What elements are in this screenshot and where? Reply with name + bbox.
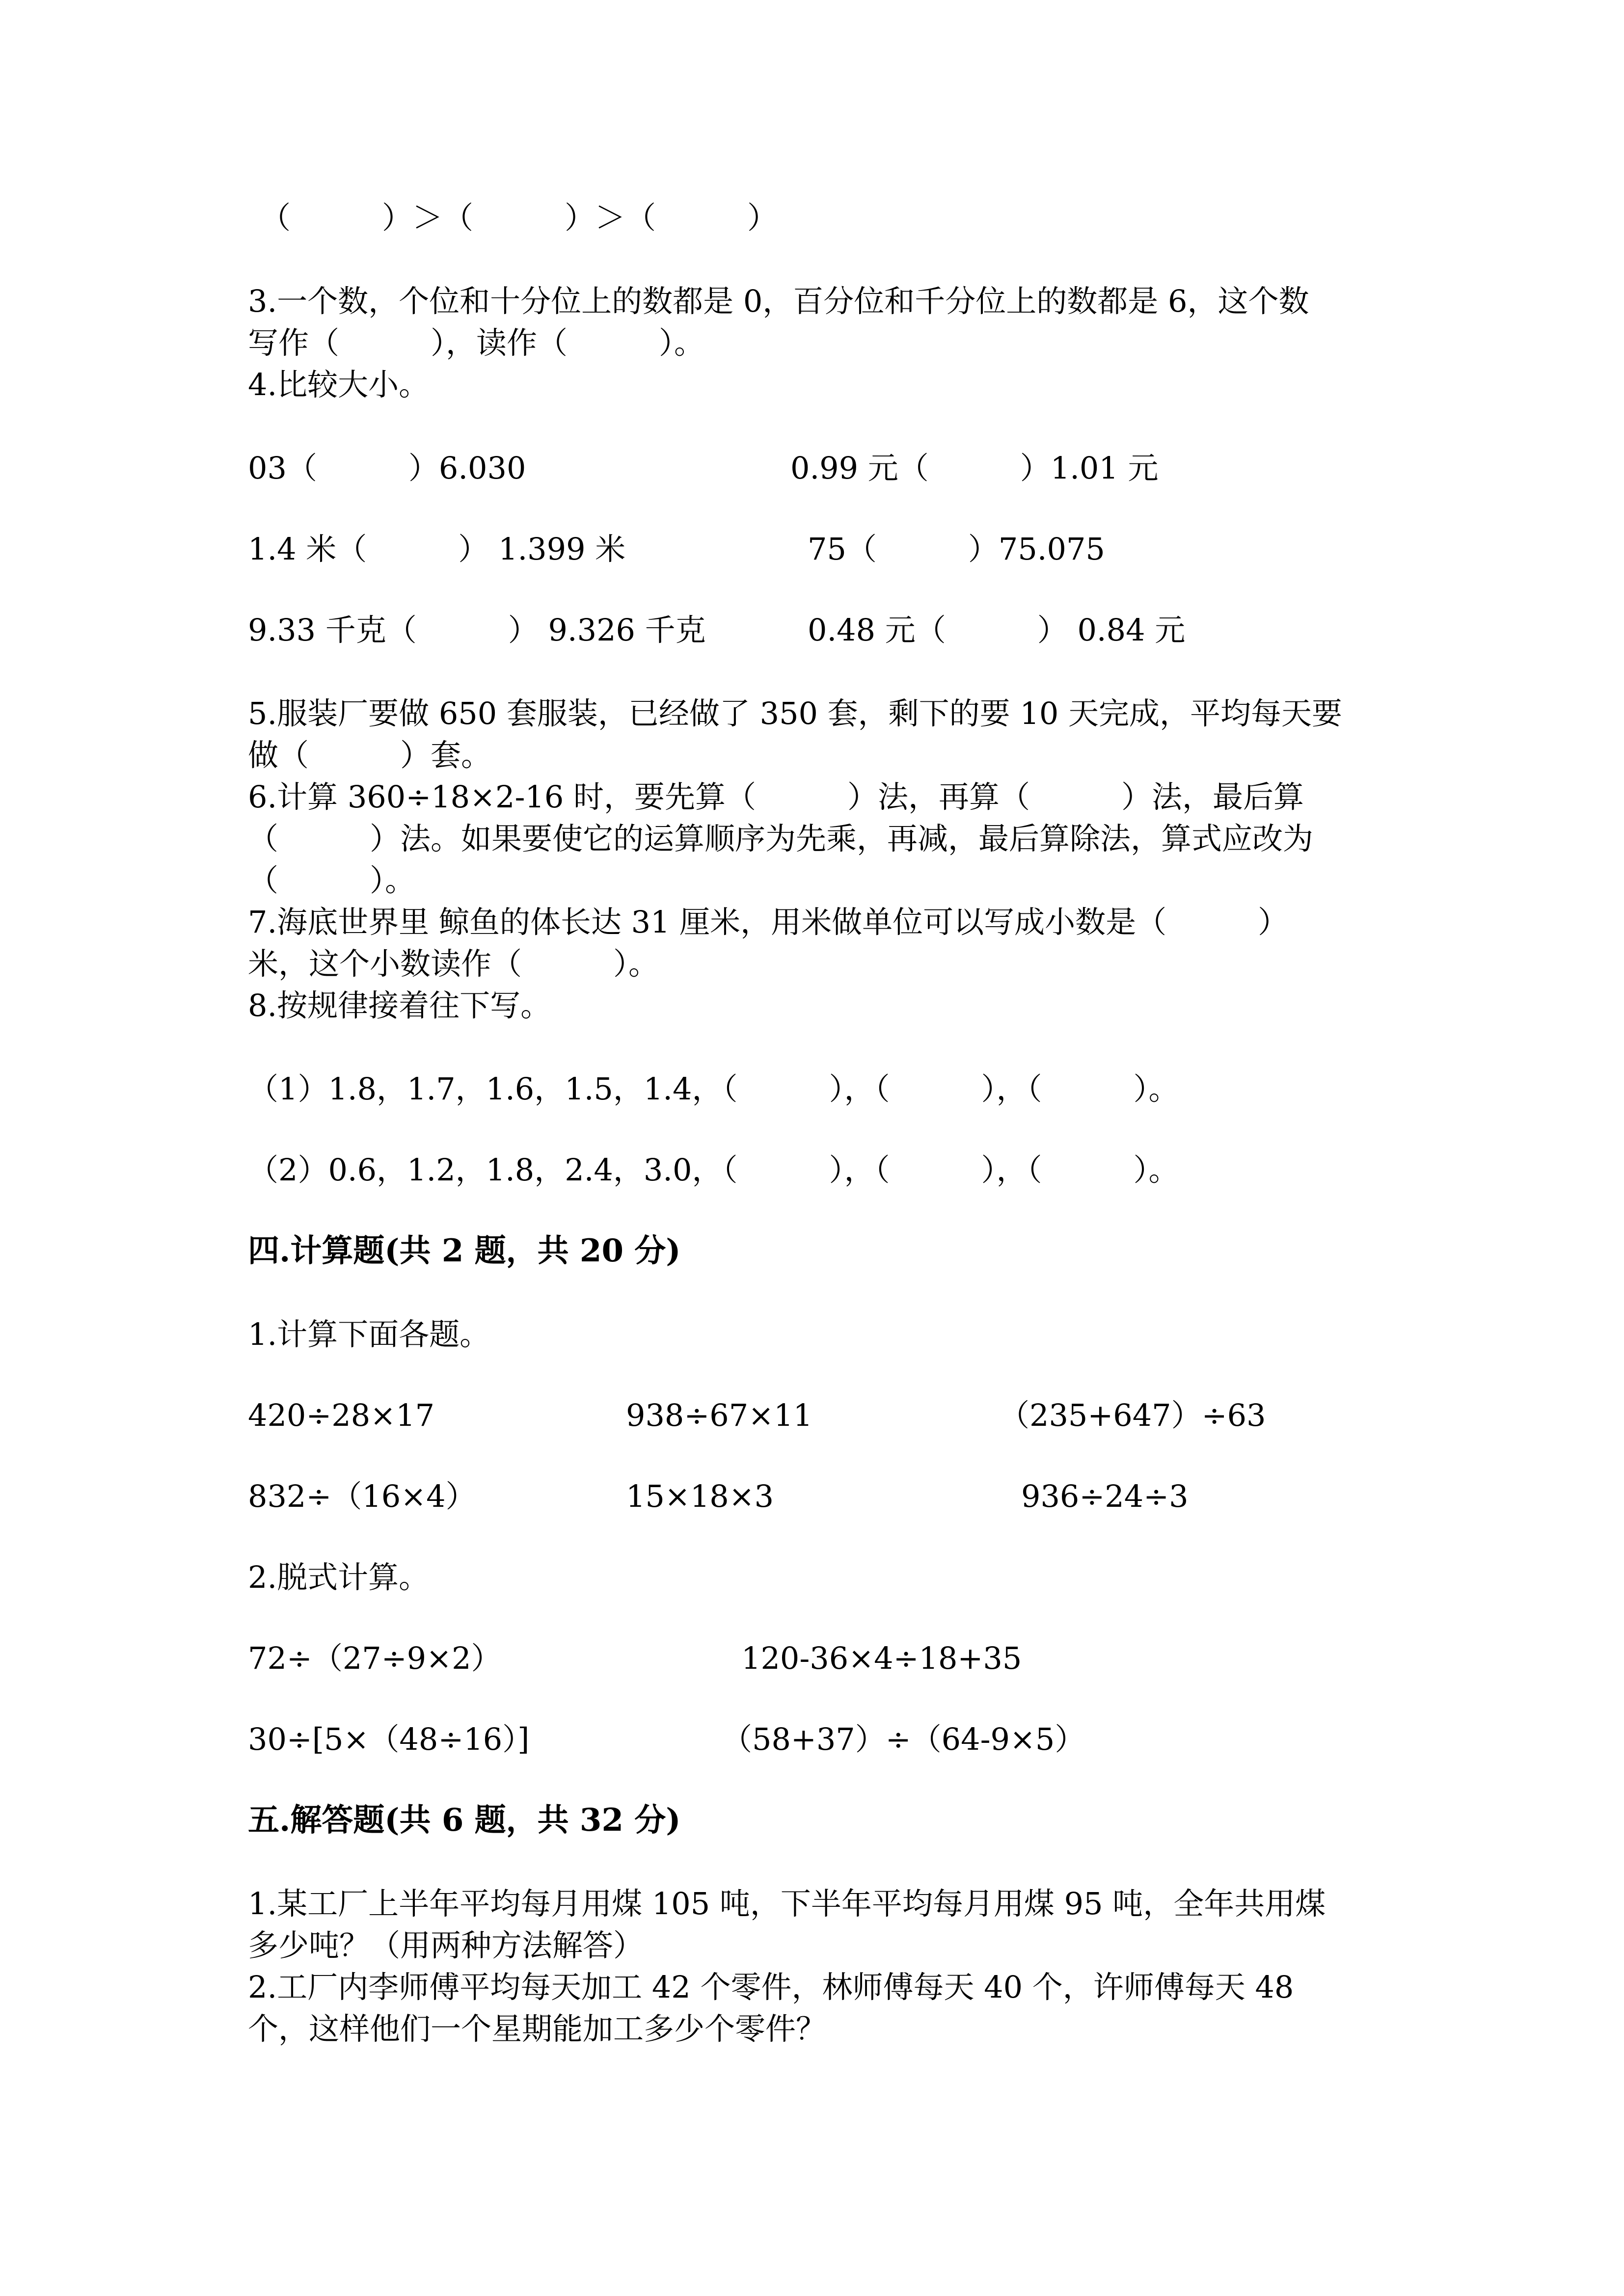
q4-title: 4.比较大小。 bbox=[248, 367, 430, 402]
s5-q2-line1: 2.工厂内李师傅平均每天加工 42 个零件，林师傅每天 40 个，许师傅每天 48 bbox=[248, 1969, 1294, 2005]
q4-row2-right: 75（ ）75.075 bbox=[808, 531, 1105, 567]
s4-p1-r2-c1: 832÷（16×4） bbox=[248, 1478, 476, 1514]
s4-p2-title: 2.脱式计算。 bbox=[248, 1559, 430, 1595]
q8-title: 8.按规律接着往下写。 bbox=[248, 988, 551, 1023]
section4-heading: 四.计算题(共 2 题，共 20 分) bbox=[248, 1232, 681, 1269]
q4-row1-right: 0.99 元（ ）1.01 元 bbox=[790, 450, 1159, 486]
q8-seq1: （1）1.8，1.7，1.6，1.5，1.4，（ ），（ ），（ ）。 bbox=[248, 1071, 1179, 1107]
section5-heading: 五.解答题(共 6 题，共 32 分) bbox=[248, 1802, 681, 1839]
s4-p1-r1-c3: （235+647）÷63 bbox=[999, 1397, 1266, 1433]
s4-p2-r1-c2: 120-36×4÷18+35 bbox=[741, 1640, 1022, 1676]
q6-line1: 6.计算 360÷18×2-16 时，要先算（ ）法，再算（ ）法，最后算 bbox=[248, 779, 1304, 815]
q7-line1: 7.海底世界里 鲸鱼的体长达 31 厘米，用米做单位可以写成小数是（ ） bbox=[248, 904, 1289, 940]
s4-p2-r2-c2: （58+37）÷（64-9×5） bbox=[722, 1721, 1085, 1757]
q4-row3-left: 9.33 千克（ ） 9.326 千克 bbox=[248, 612, 706, 648]
q3-line1: 3.一个数，个位和十分位上的数都是 0，百分位和千分位上的数都是 6，这个数 bbox=[248, 283, 1309, 319]
s4-p2-r2-c1: 30÷[5×（48÷16）] bbox=[248, 1721, 530, 1757]
s4-p1-r1-c1: 420÷28×17 bbox=[248, 1397, 435, 1433]
q7-line2: 米，这个小数读作（ ）。 bbox=[248, 946, 659, 982]
s4-p1-title: 1.计算下面各题。 bbox=[248, 1316, 490, 1352]
q4-row1-left: 03（ ）6.030 bbox=[248, 450, 526, 486]
s4-p1-r2-c3: 936÷24÷3 bbox=[1021, 1478, 1189, 1514]
s4-p1-r2-c2: 15×18×3 bbox=[626, 1478, 774, 1514]
order-blanks-line: （ ）＞（ ）＞（ ） bbox=[260, 200, 778, 236]
s5-q2-line2: 个，这样他们一个星期能加工多少个零件？ bbox=[248, 2011, 827, 2047]
q6-line3: （ ）。 bbox=[248, 862, 416, 898]
q5-line2: 做（ ）套。 bbox=[248, 737, 492, 773]
s4-p1-r1-c2: 938÷67×11 bbox=[626, 1397, 813, 1433]
q3-line2: 写作（ ），读作（ ）。 bbox=[248, 325, 705, 361]
q4-row3-right: 0.48 元（ ） 0.84 元 bbox=[808, 612, 1186, 648]
s5-q1-line2: 多少吨？（用两种方法解答） bbox=[248, 1927, 644, 1963]
q6-line2: （ ）法。如果要使它的运算顺序为先乘，再减，最后算除法，算式应改为 bbox=[248, 821, 1314, 856]
q8-seq2: （2）0.6，1.2，1.8，2.4，3.0，（ ），（ ），（ ）。 bbox=[248, 1152, 1179, 1188]
s5-q1-line1: 1.某工厂上半年平均每月用煤 105 吨，下半年平均每月用煤 95 吨，全年共用煤 bbox=[248, 1886, 1326, 1922]
s4-p2-r1-c1: 72÷（27÷9×2） bbox=[248, 1640, 502, 1676]
q4-row2-left: 1.4 米（ ） 1.399 米 bbox=[248, 531, 626, 567]
q5-line1: 5.服装厂要做 650 套服装，已经做了 350 套，剩下的要 10 天完成，平均每天要 bbox=[248, 695, 1342, 731]
